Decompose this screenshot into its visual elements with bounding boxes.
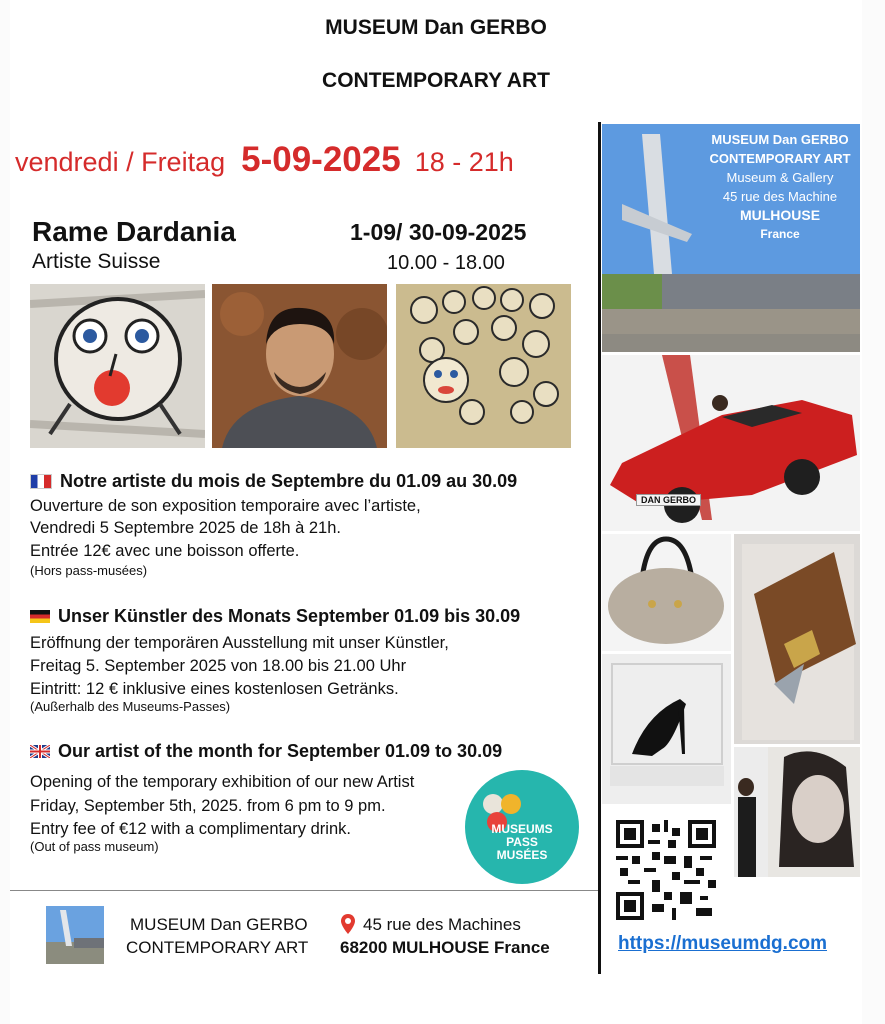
flag-germany-icon [30,610,50,623]
event-date-line [15,140,514,180]
section-de-note: (Außerhalb des Museums-Passes) [30,699,231,714]
footer-address-line1: 45 rue des Machines [363,915,521,934]
website-link[interactable]: https://museumdg.com [618,933,828,954]
sign-line5: MULHOUSE [739,207,821,223]
section-en-title [30,741,502,762]
sign-line6: France [760,227,800,241]
footer-address-line2: 68200 MULHOUSE France [340,938,550,957]
section-fr-line2: Vendredi 5 Septembre 2025 de 18h à 21h. [30,519,341,537]
flag-france-icon [30,474,52,489]
stone-handbag-photo [602,534,731,651]
museums-pass-logo [465,770,579,884]
qr-code[interactable] [616,820,716,920]
sign-line1: MUSEUM Dan GERBO [711,132,849,147]
artist-portrait-photo [212,284,387,448]
artist-name: Rame Dardania [32,216,236,247]
section-fr-title [30,471,517,492]
car-license-plate: DAN GERBO [636,494,701,506]
pass-logo-line2: PASS [506,835,538,849]
section-fr-title-text: Notre artiste du mois de Septembre du 01.09 au 30.09 [60,471,518,491]
map-pin-icon [341,914,355,934]
section-fr-line1: Ouverture de son exposition temporaire avec l’artiste, [30,497,421,515]
portrait-painting-photo [734,747,860,877]
poster-subtitle: CONTEMPORARY ART [322,69,550,92]
event-time: 18 - 21h [414,147,514,177]
ferrari-sculpture-photo [602,355,860,531]
trunk-sculpture-photo [734,534,860,744]
artwork-crowd-painting [396,284,571,448]
sign-line2: CONTEMPORARY ART [709,151,851,166]
section-en-line2: Friday, September 5th, 2025. from 6 pm to 9 pm. [30,797,386,815]
section-en-title-text: Our artist of the month for September 01.09 to 30.09 [58,741,503,761]
section-en-line3: Entry fee of €12 with a complimentary drink. [30,820,351,838]
sign-line4: 45 rue des Machine [722,189,838,204]
exhibition-period: 1-09/ 30-09-2025 [350,219,527,245]
section-de-title-text: Unser Künstler des Monats September 01.09 bis 30.09 [58,606,521,626]
poster-title: MUSEUM Dan GERBO [325,16,547,39]
glass-shoe-photo [602,654,731,804]
footer-name-line2: CONTEMPORARY ART [126,938,309,957]
section-de-line1: Eröffnung der temporären Ausstellung mit unser Künstler, [30,634,449,652]
pass-logo-line1: MUSEUMS [491,822,553,836]
museum-building-photo [602,124,860,352]
section-en-note: (Out of pass museum) [30,839,159,854]
section-de-line2: Freitag 5. September 2025 von 18.00 bis 21.00 Uhr [30,657,407,675]
artwork-face-painting [30,284,205,448]
vertical-divider [598,122,601,974]
museum-sign [700,130,860,244]
section-fr-note: (Hors pass-musées) [30,563,148,578]
section-en-line1: Opening of the temporary exhibition of our new Artist [30,773,415,791]
museum-thumbnail [46,906,104,964]
artist-nationality: Artiste Suisse [32,250,161,273]
footer-name-line1: MUSEUM Dan GERBO [130,915,308,934]
exhibition-hours: 10.00 - 18.00 [387,252,505,274]
section-de-title [30,606,520,627]
section-de-line3: Eintritt: 12 € inklusive eines kostenlosen Getränks. [30,680,399,698]
section-fr-line3: Entrée 12€ avec une boisson offerte. [30,542,300,560]
event-day: vendredi / Freitag [15,147,226,177]
pass-logo-line3: MUSÉES [496,848,548,862]
flag-uk-icon [30,745,50,758]
footer-divider [10,890,598,891]
event-date: 5-09-2025 [241,140,401,179]
sign-line3: Museum & Gallery [726,170,834,185]
